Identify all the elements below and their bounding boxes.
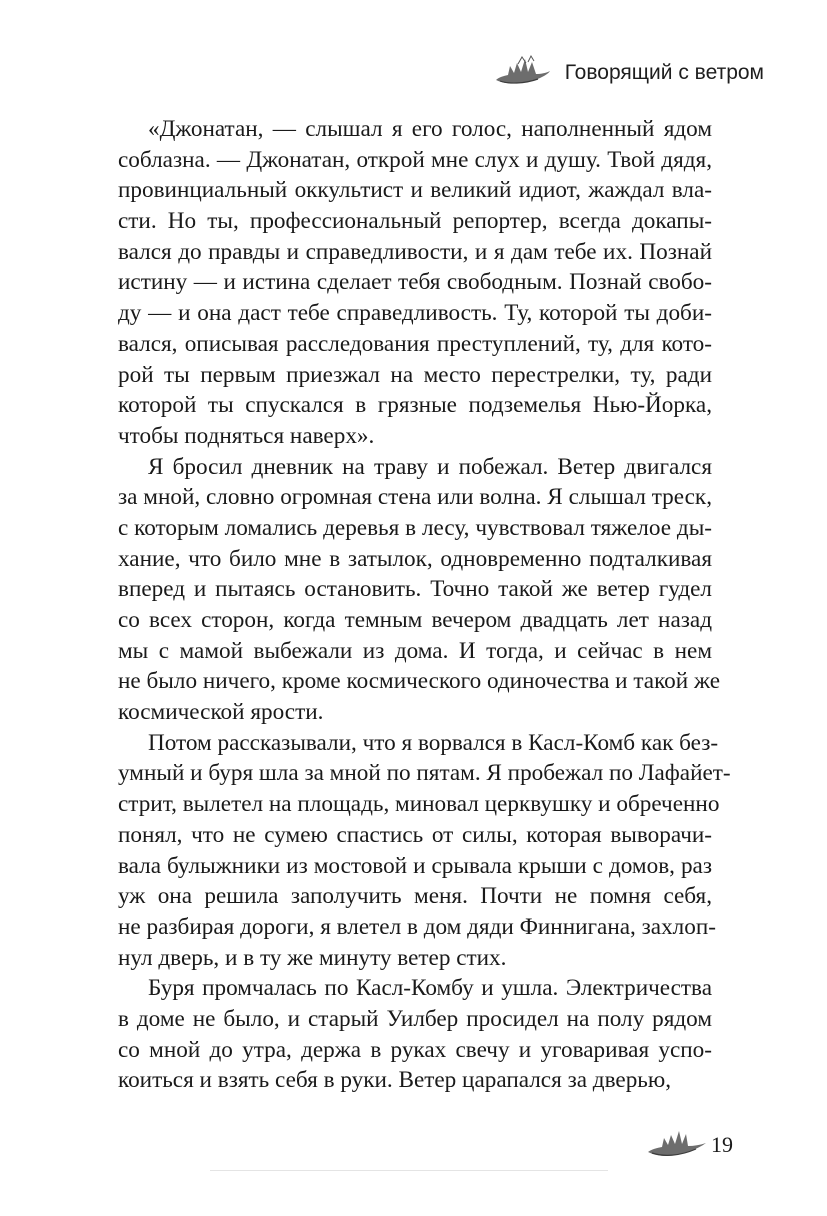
text-line: сти. Но ты, профессиональный репортер, всегда докапы-	[118, 208, 712, 235]
paragraph	[118, 452, 720, 728]
text-line: Потом рассказывали, что я ворвался в Касл-Комб как без-	[148, 729, 719, 756]
text-line: с которым ломались деревья в лесу, чувствовал тяжелое ды-	[118, 514, 712, 541]
text-line: вался, описывая расследования преступлений, ту, для кото-	[118, 330, 712, 357]
text-line: истину — и истина сделает тебя свободным. Познай свобо-	[118, 269, 712, 296]
header-title: Говорящий с ветром	[564, 60, 764, 84]
text-line: Буря промчалась по Касл-Комбу и ушла. Электричества	[148, 975, 712, 1002]
divider	[210, 1170, 608, 1171]
text-line: чтобы подняться наверх».	[118, 422, 375, 449]
text-line: коиться и взять себя в руки. Ветер царапался за дверью,	[118, 1067, 672, 1094]
text-line: умный и буря шла за мной по пятам. Я пробежал по Лафайет-	[118, 760, 731, 787]
text-line: за мной, словно огромная стена или волна. Я слышал треск,	[118, 484, 712, 511]
text-line: вала булыжники из мостовой и срывала крыши с домов, раз	[118, 852, 712, 879]
text-line: уж она решила заполучить меня. Почти не помня себя,	[118, 883, 712, 910]
text-line: со мной до утра, держа в руках свечу и уговаривая успо-	[118, 1036, 712, 1063]
text-line: Я бросил дневник на траву и побежал. Ветер двигался	[148, 453, 712, 480]
text-line: не было ничего, кроме космического одиночества и такой же	[118, 668, 720, 695]
paragraph	[118, 114, 712, 452]
text-line: стрит, вылетел на площадь, миновал церквушку и обреченно	[118, 791, 720, 818]
paragraph	[118, 973, 712, 1096]
text-line: понял, что не сумею спастись от силы, которая выворачи-	[118, 821, 712, 848]
text-line: в доме не было, и старый Уилбер просидел на полу рядом	[118, 1005, 712, 1032]
text-line: со всех сторон, когда темным вечером двадцать лет назад	[118, 607, 712, 633]
text-line: ду — и она даст тебе справедливость. Ту, которой ты доби-	[118, 300, 712, 327]
text-line: космической ярости.	[118, 699, 324, 726]
text-line: соблазна. — Джонатан, открой мне слух и душу. Твой дядя,	[118, 146, 712, 173]
paragraph	[118, 728, 731, 974]
running-header	[494, 54, 764, 88]
text-line: не разбирая дороги, я влетел в дом дяди Финнигана, захлоп-	[118, 913, 716, 940]
page-number: 19	[711, 1132, 733, 1157]
text-line: «Джонатан, — слышал я его голос, наполненный ядом	[148, 116, 712, 142]
text-line: мы с мамой выбежали из дома. И тогда, и сейчас в нем	[118, 637, 712, 664]
text-line: вался до правды и справедливости, и я дам тебе их. Познай	[118, 238, 712, 265]
text-line: хание, что било мне в затылок, одновременно подталкивая	[118, 545, 712, 572]
text-line: провинциальный оккультист и великий идиот, жаждал вла-	[118, 177, 712, 204]
ship-ornament-icon	[646, 1128, 708, 1160]
body-text	[118, 114, 731, 1096]
text-line: нул дверь, и в ту же минуту ветер стих.	[118, 944, 507, 971]
text-line: рой ты первым приезжал на место перестрелки, ту, ради	[118, 361, 712, 388]
text-line: вперед и пытаясь остановить. Точно такой же ветер гудел	[118, 576, 712, 603]
text-line: которой ты спускался в грязные подземелья Нью-Йорка,	[118, 392, 712, 419]
ship-ornament-icon	[494, 54, 552, 88]
